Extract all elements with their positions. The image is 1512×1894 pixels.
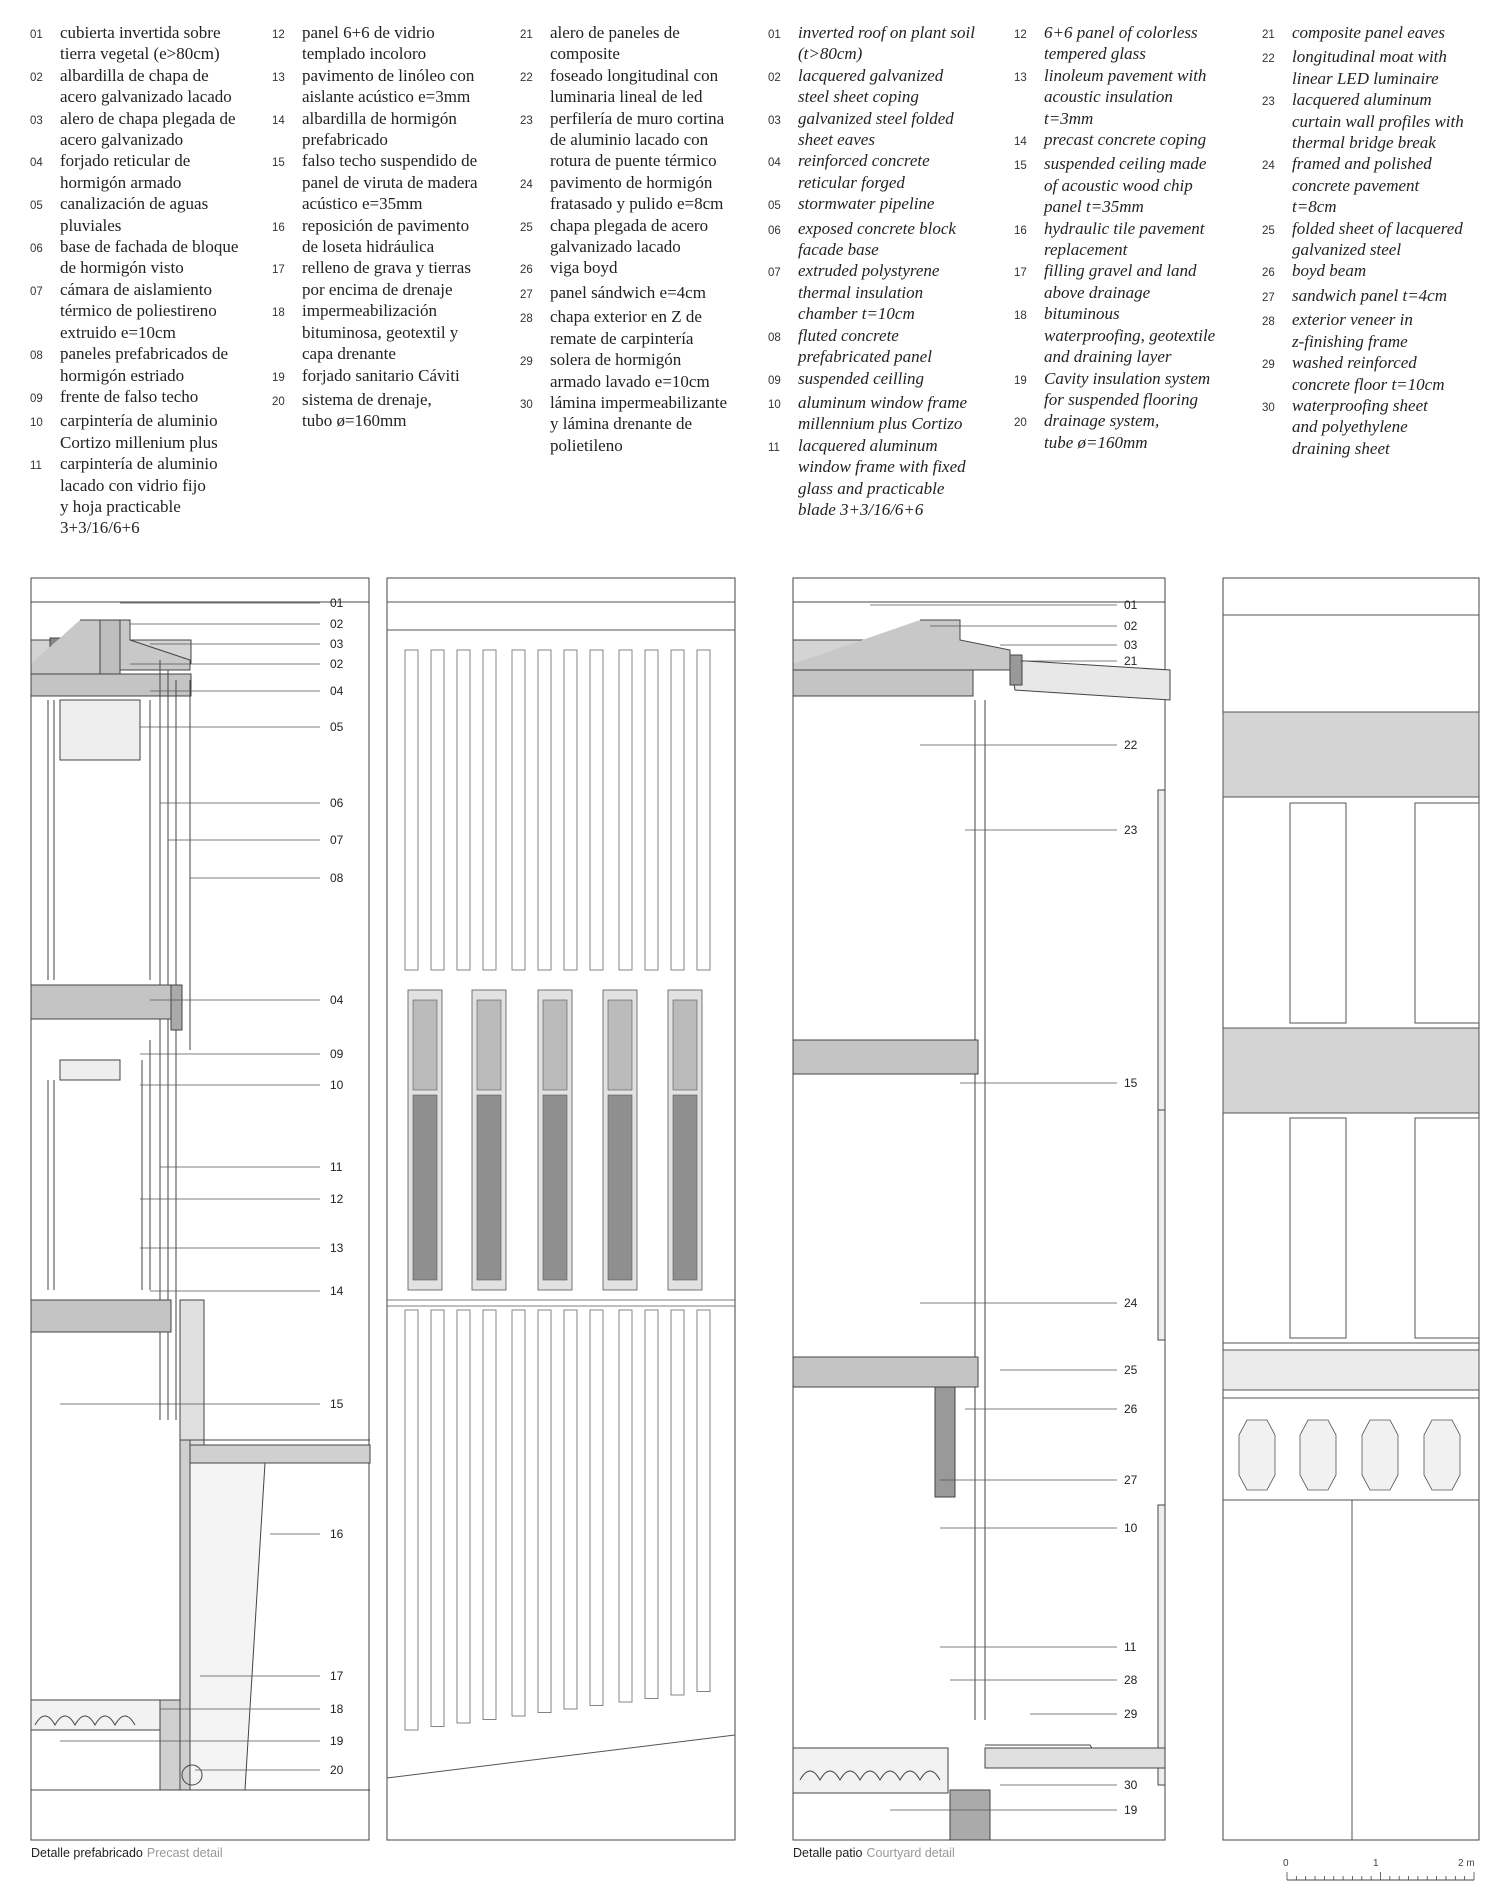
legend-number: 28	[520, 313, 533, 326]
legend-line: carpintería de aluminio	[60, 454, 218, 474]
legend-line: panel t=35mm	[1044, 197, 1144, 217]
fluted-slat	[483, 650, 496, 970]
window-pane	[543, 1000, 567, 1090]
callout-label: 03	[330, 637, 344, 651]
fluted-slat	[645, 1310, 658, 1699]
legend-line: fratasado y pulido e=8cm	[550, 194, 724, 214]
legend-line: alero de chapa plegada de	[60, 108, 236, 128]
legend-number: 21	[1262, 29, 1275, 41]
legend-line: forjado reticular de	[60, 151, 191, 171]
legend-number: 26	[520, 264, 533, 277]
window-pane	[477, 1000, 501, 1090]
legend-number: 09	[768, 374, 781, 387]
legend-line: waterproofing sheet	[1292, 395, 1428, 415]
window-pane	[673, 1095, 697, 1280]
cavity-module	[1300, 1420, 1336, 1490]
fluted-slat	[512, 650, 525, 970]
legend-number: 07	[768, 267, 781, 280]
legend-line: chapa plegada de acero	[550, 215, 709, 235]
legend-number: 02	[30, 71, 43, 84]
legend-line: exterior veneer in	[1292, 310, 1413, 330]
callout-label: 28	[1124, 1673, 1138, 1687]
callout-label: 12	[330, 1192, 344, 1206]
legend-line: filling gravel and land	[1044, 261, 1197, 281]
fluted-slat	[619, 650, 632, 970]
legend-line: rotura de puente térmico	[550, 151, 717, 171]
legend-number: 06	[30, 243, 43, 256]
legend-number: 25	[520, 221, 533, 234]
legend-line: glass and practicable	[798, 478, 945, 498]
callout-label: 23	[1124, 823, 1138, 837]
legend-line: impermeabilización	[302, 301, 437, 321]
legend-number: 29	[1262, 359, 1275, 372]
legend-line: lámina impermeabilizante	[550, 392, 728, 412]
scale-bar	[1287, 1872, 1474, 1880]
legend-line: carpintería de aluminio	[60, 411, 218, 431]
legend-line: thermal bridge break	[1292, 133, 1436, 153]
legend-number: 15	[272, 157, 285, 170]
legend-line: prefabricado	[302, 130, 388, 150]
legend-line: sandwich panel t=4cm	[1292, 285, 1448, 305]
callout-label: 15	[330, 1397, 344, 1411]
legend-line: t=8cm	[1292, 197, 1337, 217]
legend-number: 02	[768, 71, 781, 84]
legend-line: hormigón estriado	[60, 365, 185, 385]
legend-line: lacado con vidrio fijo	[60, 475, 206, 495]
fluted-slat	[431, 1310, 444, 1727]
legend-line: and polyethylene	[1292, 417, 1408, 437]
legend-line: composite	[550, 44, 620, 64]
legend-line: window frame with fixed	[798, 457, 966, 477]
legend-line: and draining layer	[1044, 347, 1172, 367]
callout-label: 11	[1124, 1640, 1137, 1654]
legend-number: 19	[1014, 374, 1027, 387]
legend-number: 03	[768, 114, 781, 127]
legend-line: inverted roof on plant soil	[798, 23, 975, 42]
callout-label: 09	[330, 1047, 344, 1061]
callout-label: 02	[1124, 619, 1138, 633]
legend-line: albardilla de hormigón	[302, 108, 457, 128]
callout-label: 14	[330, 1284, 344, 1298]
legend-line: acoustic insulation	[1044, 87, 1173, 107]
legend-line: viga boyd	[550, 258, 618, 278]
elevation-b-drawing	[1223, 615, 1479, 1840]
legend-line: chapa exterior en Z de	[550, 307, 702, 327]
legend-number: 18	[1014, 310, 1027, 323]
legend-line: galvanized steel folded	[798, 108, 954, 128]
legend-number: 13	[1014, 71, 1027, 84]
legend-number: 04	[30, 157, 43, 170]
callout-label: 01	[1124, 598, 1138, 612]
legend-number: 17	[1014, 267, 1027, 280]
callout-label: 19	[1124, 1803, 1138, 1817]
legend-number: 06	[768, 224, 781, 237]
legend-line: canalización de aguas	[60, 194, 209, 214]
fluted-slat	[512, 1310, 525, 1716]
fluted-slat	[405, 650, 418, 970]
legend-number: 29	[520, 356, 533, 369]
legend-line: pavimento de linóleo con	[302, 65, 475, 85]
legend-line: reinforced concrete	[798, 151, 930, 171]
legend-line: remate de carpintería	[550, 328, 694, 348]
legend-number: 12	[272, 29, 285, 41]
legend-line: armado lavado e=10cm	[550, 371, 710, 391]
legend-line: washed reinforced	[1292, 353, 1417, 373]
legend-line: sistema de drenaje,	[302, 389, 432, 409]
legend-line: t=3mm	[1044, 108, 1094, 128]
fluted-slat	[671, 650, 684, 970]
legend-line: hydraulic tile pavement	[1044, 218, 1205, 238]
callout-label: 15	[1124, 1076, 1138, 1090]
legend-line: draining sheet	[1292, 438, 1390, 458]
scale-label-1: 1	[1373, 1858, 1379, 1869]
scale-label-0: 0	[1283, 1858, 1289, 1869]
window-pane	[608, 1095, 632, 1280]
legend-line: for suspended flooring	[1044, 389, 1198, 409]
legend-line: panel sándwich e=4cm	[550, 282, 706, 302]
legend-number: 01	[30, 29, 43, 41]
legend-line: bituminosa, geotextil y	[302, 322, 459, 342]
legend-line: folded sheet of lacquered	[1292, 218, 1463, 238]
legend-number: 18	[272, 307, 285, 320]
legend-line: z-finishing frame	[1292, 331, 1408, 351]
legend-line: (t>80cm)	[798, 44, 863, 64]
callout-label: 24	[1124, 1296, 1138, 1310]
legend-line: millennium plus Cortizo	[798, 414, 963, 434]
legend-number: 07	[30, 285, 43, 298]
legend-line: forjado sanitario Cáviti	[302, 365, 460, 385]
fluted-slat	[590, 1310, 603, 1706]
callout-label: 02	[330, 617, 344, 631]
legend-line: foseado longitudinal con	[550, 65, 719, 85]
legend-line: capa drenante	[302, 344, 396, 364]
legend-number: 24	[1262, 160, 1275, 173]
legend-number: 04	[768, 157, 781, 170]
legend-number: 10	[30, 417, 43, 430]
legend-number: 27	[1262, 291, 1275, 304]
legend-line: tubo ø=160mm	[302, 411, 407, 431]
callout-label: 19	[330, 1734, 344, 1748]
legend-line: falso techo suspendido de	[302, 151, 478, 171]
legend-line: extruded polystyrene	[798, 261, 940, 281]
legend-line: precast concrete coping	[1044, 130, 1207, 150]
legend-line: templado incoloro	[302, 44, 427, 64]
callout-label: 08	[330, 871, 344, 885]
legend-line: base de fachada de bloque	[60, 237, 239, 257]
window-pane	[673, 1000, 697, 1090]
legend-number: 14	[1014, 136, 1027, 149]
caption-courtyard	[793, 1846, 955, 1860]
legend-line: drainage system,	[1044, 411, 1160, 431]
legend-line: aluminum window frame	[798, 392, 968, 412]
legend-line: alero de paneles de	[550, 23, 680, 42]
legend-line: tube ø=160mm	[1044, 432, 1148, 452]
legend-number: 30	[520, 398, 533, 411]
legend-line: pavimento de hormigón	[550, 172, 713, 192]
legend-line: facade base	[798, 240, 879, 260]
legend-number: 20	[272, 395, 285, 408]
legend-line: sheet eaves	[798, 130, 875, 150]
legend-line: curtain wall profiles with	[1292, 111, 1464, 131]
callout-label: 05	[330, 720, 344, 734]
legend-line: waterproofing, geotextile	[1044, 325, 1216, 345]
legend-number: 30	[1262, 401, 1275, 414]
legend-line: de loseta hidráulica	[302, 237, 435, 257]
legend-number: 10	[768, 398, 781, 411]
legend-line: y hoja practicable	[60, 496, 181, 516]
fluted-slat	[538, 650, 551, 970]
legend-line: stormwater pipeline	[798, 194, 935, 214]
legend-number: 13	[272, 71, 285, 84]
legend-line: tierra vegetal (e>80cm)	[60, 44, 220, 64]
fluted-slat	[431, 650, 444, 970]
legend-line: y lámina drenante de	[550, 414, 693, 434]
legend-line: suspended ceilling	[798, 368, 925, 388]
callout-label: 20	[330, 1763, 344, 1777]
legend-line: de aluminio lacado con	[550, 130, 709, 150]
callout-label: 22	[1124, 738, 1138, 752]
legend-line: acero galvanizado	[60, 130, 184, 150]
legend-line: solera de hormigón	[550, 350, 682, 370]
section-b-frame	[793, 578, 1165, 1840]
legend-line: 6+6 panel of colorless	[1044, 23, 1198, 42]
legend-number: 14	[272, 114, 285, 127]
legend-line: galvanized steel	[1292, 240, 1402, 260]
section-b-drawing	[793, 602, 1170, 1840]
callout-label: 11	[330, 1160, 343, 1174]
legend-line: reposición de pavimento	[302, 215, 470, 235]
legend-line: paneles prefabricados de	[60, 344, 229, 364]
legend-number: 27	[520, 288, 533, 301]
legend-line: por encima de drenaje	[302, 279, 453, 299]
callout-label: 04	[330, 684, 344, 698]
legend-line: extruido e=10cm	[60, 322, 176, 342]
callout-label: 29	[1124, 1707, 1138, 1721]
fluted-slat	[457, 1310, 470, 1723]
legend-line: steel sheet coping	[798, 87, 919, 107]
fluted-slat	[619, 1310, 632, 1702]
legend-number: 08	[30, 350, 43, 363]
callout-label: 03	[1124, 638, 1138, 652]
fluted-slat	[405, 1310, 418, 1730]
section-a-drawing	[31, 602, 370, 1790]
callout-label: 30	[1124, 1778, 1138, 1792]
legend-line: acústico e=35mm	[302, 194, 423, 214]
fluted-slat	[564, 650, 577, 970]
legend-number: 17	[272, 264, 285, 277]
legend-line: térmico de poliestireno	[60, 301, 217, 321]
legend-number: 20	[1014, 417, 1027, 430]
legend-number: 19	[272, 371, 285, 384]
legend-line: lacquered galvanized	[798, 65, 944, 85]
legend-line: de hormigón visto	[60, 258, 184, 278]
fluted-slat	[697, 1310, 710, 1692]
window-pane	[543, 1095, 567, 1280]
legend-line: albardilla de chapa de	[60, 65, 209, 85]
callout-label: 06	[330, 796, 344, 810]
scale-label-2: 2 m	[1458, 1858, 1475, 1869]
legend-line: thermal insulation	[798, 282, 924, 302]
caption-precast-es: Detalle prefabricado	[31, 1846, 143, 1860]
legend-line: suspended ceiling made	[1044, 154, 1207, 174]
legend-number: 09	[30, 392, 43, 405]
caption-precast	[31, 1846, 223, 1860]
legend-number: 15	[1014, 160, 1027, 173]
legend-line: frente de falso techo	[60, 386, 199, 406]
window-pane	[413, 1095, 437, 1280]
window-pane	[413, 1000, 437, 1090]
legend-number: 26	[1262, 267, 1275, 280]
legend-number: 24	[520, 178, 533, 191]
fluted-slat	[538, 1310, 551, 1713]
legend-number: 16	[272, 221, 285, 234]
legend-line: cámara de aislamiento	[60, 279, 212, 299]
legend-line: composite panel eaves	[1292, 23, 1445, 42]
legend-line: relleno de grava y tierras	[302, 258, 471, 278]
legend-number: 21	[520, 29, 533, 41]
legend-line: framed and polished	[1292, 154, 1432, 174]
callout-label: 01	[330, 596, 344, 610]
legend-line: concrete pavement	[1292, 175, 1420, 195]
legend-line: pluviales	[60, 215, 122, 235]
legend-line: panel 6+6 de vidrio	[302, 23, 435, 42]
legend-number: 16	[1014, 224, 1027, 237]
legend-number: 28	[1262, 316, 1275, 329]
fluted-slat	[697, 650, 710, 970]
legend-line: 3+3/16/6+6	[60, 518, 140, 538]
callout-label: 02	[330, 657, 344, 671]
legend-line: acero galvanizado lacado	[60, 87, 232, 107]
legend-line: linoleum pavement with	[1044, 65, 1207, 85]
caption-courtyard-es: Detalle patio	[793, 1846, 863, 1860]
legend-line: of acoustic wood chip	[1044, 175, 1193, 195]
legend-line: bituminous	[1044, 304, 1120, 324]
legend-line: lacquered aluminum	[1292, 90, 1432, 110]
caption-precast-en: Precast detail	[146, 1846, 223, 1860]
legend-number: 22	[520, 71, 533, 84]
cavity-module	[1424, 1420, 1460, 1490]
fluted-slat	[564, 1310, 577, 1709]
legend-line: aislante acústico e=3mm	[302, 87, 471, 107]
legend-number: 25	[1262, 224, 1275, 237]
fluted-slat	[671, 1310, 684, 1695]
legend-number: 08	[768, 331, 781, 344]
callout-label: 10	[330, 1078, 344, 1092]
legend-line: lacquered aluminum	[798, 435, 938, 455]
legend-number: 12	[1014, 29, 1027, 41]
callout-label: 18	[330, 1702, 344, 1716]
legend-line: linear LED luminaire	[1292, 68, 1439, 88]
cavity-module	[1239, 1420, 1275, 1490]
legend-line: blade 3+3/16/6+6	[798, 499, 924, 519]
fluted-slat	[645, 650, 658, 970]
legend-number: 11	[768, 441, 780, 454]
legend-line: Cortizo millenium plus	[60, 432, 218, 452]
callout-label: 16	[330, 1527, 344, 1541]
legend-number: 11	[30, 460, 42, 473]
legend-line: tempered glass	[1044, 44, 1146, 64]
callout-label: 04	[330, 993, 344, 1007]
legend-line: boyd beam	[1292, 261, 1367, 281]
legend-line: above drainage	[1044, 282, 1151, 302]
legend-line: perfilería de muro cortina	[550, 108, 725, 128]
legend-number: 22	[1262, 53, 1275, 66]
legend-number: 05	[768, 200, 781, 213]
callout-label: 21	[1124, 654, 1138, 668]
legend-line: Cavity insulation system	[1044, 368, 1211, 388]
legend-line: polietileno	[550, 435, 623, 455]
legend-line: chamber t=10cm	[798, 304, 915, 324]
legend-line: fluted concrete	[798, 325, 899, 345]
caption-courtyard-en: Courtyard detail	[866, 1846, 955, 1860]
legend-line: panel de viruta de madera	[302, 172, 478, 192]
window-pane	[477, 1095, 501, 1280]
callout-label: 27	[1124, 1473, 1138, 1487]
legend-line: concrete floor t=10cm	[1292, 374, 1445, 394]
legend-line: galvanizado lacado	[550, 237, 681, 257]
legend-number: 03	[30, 114, 43, 127]
legend-line: luminaria lineal de led	[550, 87, 703, 107]
legend-line: replacement	[1044, 240, 1128, 260]
legend-line: cubierta invertida sobre	[60, 23, 221, 42]
legend-line: reticular forged	[798, 172, 905, 192]
fluted-slat	[483, 1310, 496, 1720]
cavity-module	[1362, 1420, 1398, 1490]
callout-label: 07	[330, 833, 344, 847]
callout-label: 13	[330, 1241, 344, 1255]
fluted-slat	[457, 650, 470, 970]
callout-label: 10	[1124, 1521, 1138, 1535]
callout-label: 26	[1124, 1402, 1138, 1416]
legend-number: 01	[768, 29, 781, 41]
legend-number: 23	[520, 114, 533, 127]
legend-number: 23	[1262, 96, 1275, 109]
legend-line: prefabricated panel	[798, 347, 932, 367]
legend-number: 05	[30, 200, 43, 213]
callout-label: 17	[330, 1669, 344, 1683]
legend-line: exposed concrete block	[798, 218, 956, 238]
fluted-slat	[590, 650, 603, 970]
callout-label: 25	[1124, 1363, 1138, 1377]
legend-line: longitudinal moat with	[1292, 47, 1447, 67]
legend-line: hormigón armado	[60, 172, 182, 192]
window-pane	[608, 1000, 632, 1090]
